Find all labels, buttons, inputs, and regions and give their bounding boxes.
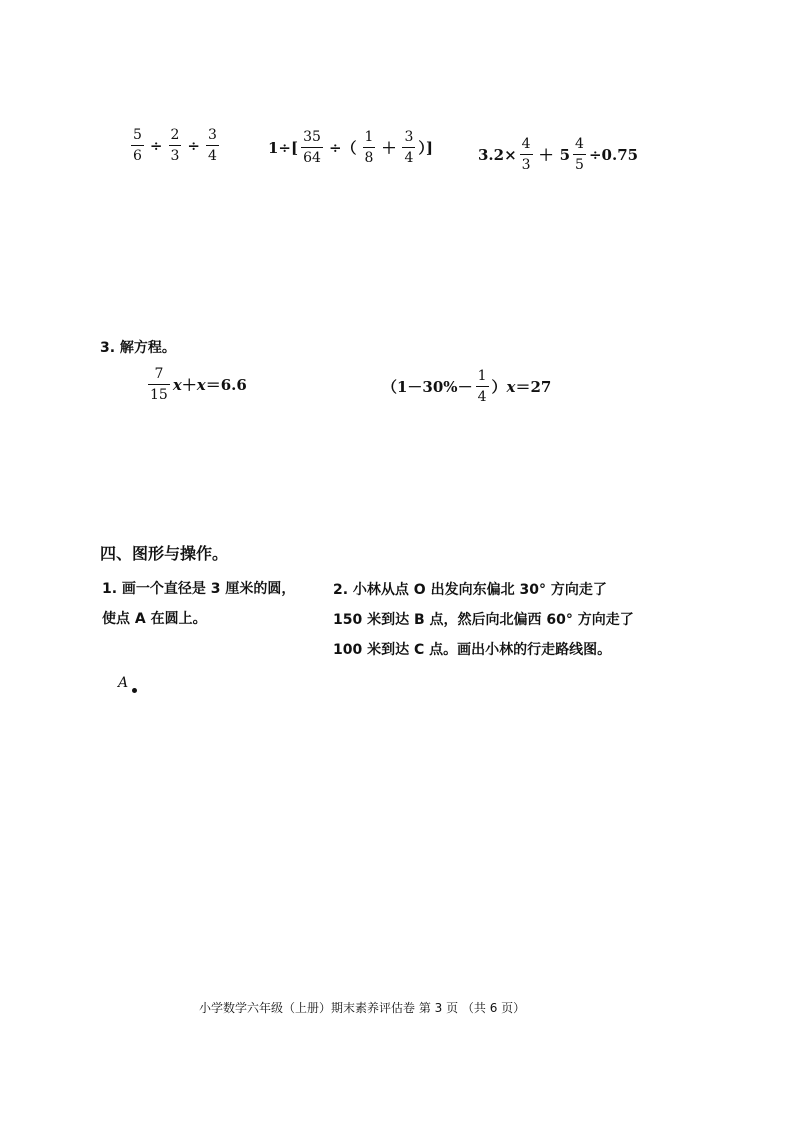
denominator: 6 bbox=[133, 148, 142, 164]
operator: ÷ bbox=[187, 136, 200, 155]
variable-x: x bbox=[506, 377, 516, 396]
mixed-number-whole: 5 bbox=[559, 145, 571, 164]
denominator: 8 bbox=[364, 150, 374, 166]
question-1 bbox=[102, 574, 295, 634]
denominator: 4 bbox=[404, 150, 414, 166]
section-4-title: 四、图形与操作。 bbox=[100, 544, 229, 563]
question-2 bbox=[333, 575, 634, 665]
denominator: 15 bbox=[150, 387, 168, 403]
fraction bbox=[573, 137, 586, 172]
calc-expression-1 bbox=[128, 128, 222, 163]
operator: ÷ bbox=[149, 136, 163, 155]
equation-rhs: ＝27 bbox=[515, 378, 552, 396]
fraction bbox=[363, 130, 376, 165]
question-1-line-2: 使点 A 在圆上。 bbox=[102, 611, 207, 627]
question-1-line-1: 1. 画一个直径是 3 厘米的圆， bbox=[102, 581, 296, 597]
numerator: 3 bbox=[404, 129, 414, 145]
equation-1 bbox=[145, 367, 247, 402]
section-3-title: 3. 解方程。 bbox=[100, 340, 176, 356]
fraction bbox=[476, 369, 489, 404]
fraction bbox=[131, 128, 144, 163]
numerator: 3 bbox=[208, 127, 217, 143]
calc-expression-3 bbox=[478, 137, 638, 172]
numerator: 4 bbox=[521, 136, 531, 152]
question-2-line-2: 150 米到达 B 点，然后向北偏西 60° 方向走了 bbox=[333, 612, 634, 628]
fraction bbox=[301, 130, 323, 165]
equation-rhs: ＝6.6 bbox=[205, 376, 247, 394]
expression-prefix: （1－30%－ bbox=[382, 378, 473, 396]
fraction bbox=[148, 367, 170, 402]
operator: ＋ bbox=[538, 146, 554, 164]
question-2-line-1: 2. 小林从点 O 出发向东偏北 30° 方向走了 bbox=[333, 582, 607, 598]
numerator: 5 bbox=[133, 127, 142, 143]
expression-prefix: 1÷[ bbox=[268, 138, 299, 157]
expression-prefix: 3.2× bbox=[478, 145, 517, 164]
denominator: 4 bbox=[477, 389, 487, 405]
expression-suffix: ÷0.75 bbox=[588, 145, 639, 164]
denominator: 4 bbox=[208, 148, 217, 164]
denominator: 3 bbox=[170, 148, 180, 164]
denominator: 64 bbox=[303, 150, 321, 166]
point-a-label: A bbox=[118, 675, 129, 691]
numerator: 7 bbox=[154, 366, 164, 382]
numerator: 1 bbox=[477, 368, 487, 384]
denominator: 5 bbox=[575, 157, 584, 173]
expression-suffix: ）] bbox=[418, 139, 433, 157]
operator: ＋ bbox=[181, 376, 197, 394]
numerator: 2 bbox=[170, 127, 180, 143]
fraction bbox=[520, 137, 533, 172]
fraction bbox=[206, 128, 219, 163]
page-footer: 小学数学六年级（上册）期末素养评估卷 第 3 页 （共 6 页） bbox=[199, 1001, 526, 1015]
numerator: 35 bbox=[303, 129, 321, 145]
variable-x: x bbox=[172, 375, 182, 394]
question-2-line-3: 100 米到达 C 点。画出小林的行走路线图。 bbox=[333, 642, 612, 658]
bracket-close: ） bbox=[491, 378, 507, 396]
operator: ÷（ bbox=[328, 139, 357, 157]
point-a-dot bbox=[132, 688, 137, 693]
numerator: 4 bbox=[575, 136, 584, 152]
fraction bbox=[402, 130, 415, 165]
denominator: 3 bbox=[521, 157, 531, 173]
variable-x: x bbox=[196, 375, 206, 394]
calc-expression-2 bbox=[268, 130, 433, 165]
equation-2 bbox=[382, 369, 551, 404]
operator: ＋ bbox=[381, 139, 397, 157]
fraction bbox=[169, 128, 182, 163]
numerator: 1 bbox=[364, 129, 374, 145]
